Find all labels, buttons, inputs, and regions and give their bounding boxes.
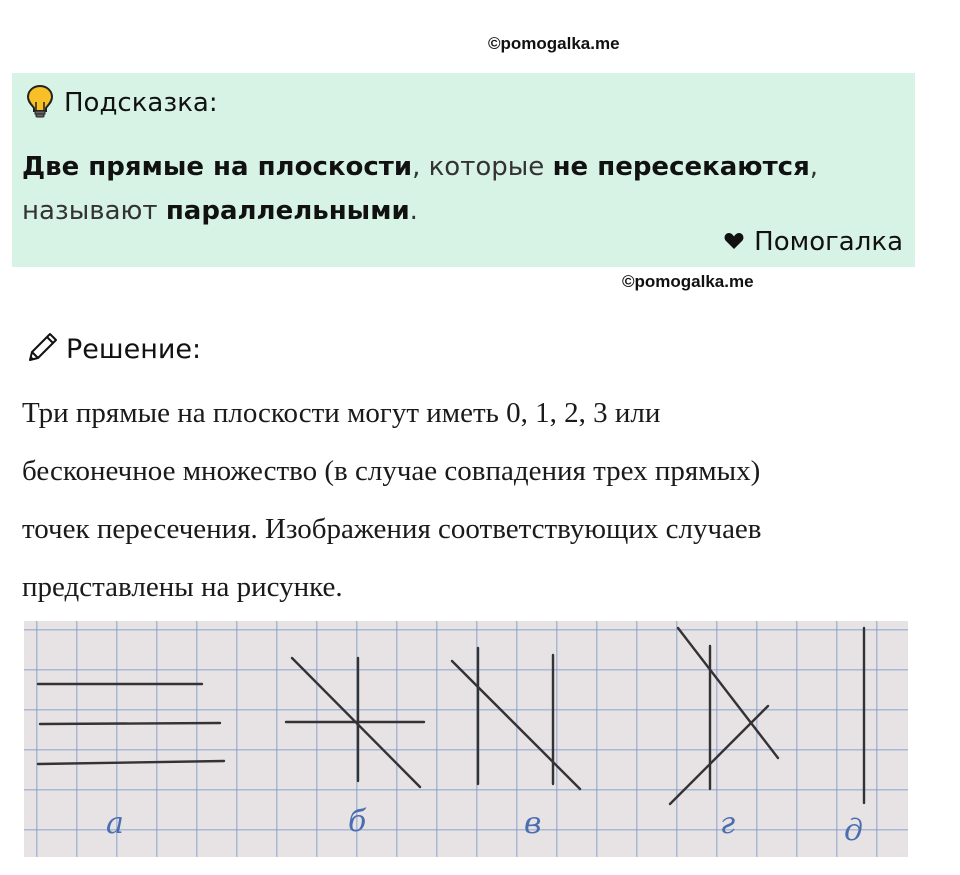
solution-line: бесконечное множество (в случае совпадения трех прямых) bbox=[22, 455, 761, 487]
solution-line: представлены на рисунке. bbox=[22, 571, 343, 603]
hint-bold-phrase: Две прямые на плоскости bbox=[22, 152, 413, 182]
hint-box bbox=[12, 73, 915, 267]
hint-text bbox=[22, 145, 902, 233]
solution-line: Три прямые на плоскости могут иметь 0, 1, 2, 3 или bbox=[22, 397, 661, 429]
lines-figure bbox=[24, 621, 908, 857]
hint-normal-phrase: , которые bbox=[412, 152, 553, 182]
hint-normal-phrase: . bbox=[409, 196, 418, 226]
figure-label-b: б bbox=[348, 804, 367, 839]
lines-drawing bbox=[24, 621, 908, 857]
watermark-middle: ©pomogalka.me bbox=[622, 272, 754, 291]
line-c3 bbox=[452, 661, 580, 789]
solution-text bbox=[22, 384, 942, 616]
hint-signature bbox=[724, 227, 903, 257]
line-d1 bbox=[678, 628, 778, 758]
figure-label-a: а bbox=[106, 806, 124, 841]
signature-text: Помогалка bbox=[754, 227, 903, 257]
hint-title: Подсказка: bbox=[64, 88, 218, 118]
figure-label-d: г bbox=[720, 806, 736, 841]
line-d3 bbox=[670, 706, 768, 804]
watermark-top: ©pomogalka.me bbox=[488, 34, 620, 53]
figure-label-e: д bbox=[844, 813, 864, 848]
solution-line: точек пересечения. Изображения соответствующих случаев bbox=[22, 513, 762, 545]
hint-bold-phrase: параллельными bbox=[165, 196, 410, 226]
hint-header bbox=[26, 83, 218, 123]
hint-bold-phrase: не пересекаются bbox=[552, 152, 810, 182]
solution-title: Решение: bbox=[66, 333, 202, 365]
heart-icon bbox=[724, 227, 744, 257]
hint-normal-phrase: , bbox=[809, 152, 819, 182]
line-a2 bbox=[40, 723, 220, 724]
solution-header bbox=[26, 330, 201, 368]
line-a3 bbox=[38, 761, 224, 764]
lightbulb-icon bbox=[26, 84, 54, 122]
pencil-icon bbox=[26, 330, 60, 368]
hint-normal-phrase: называют bbox=[22, 196, 166, 226]
figure-label-c: в bbox=[524, 806, 542, 841]
